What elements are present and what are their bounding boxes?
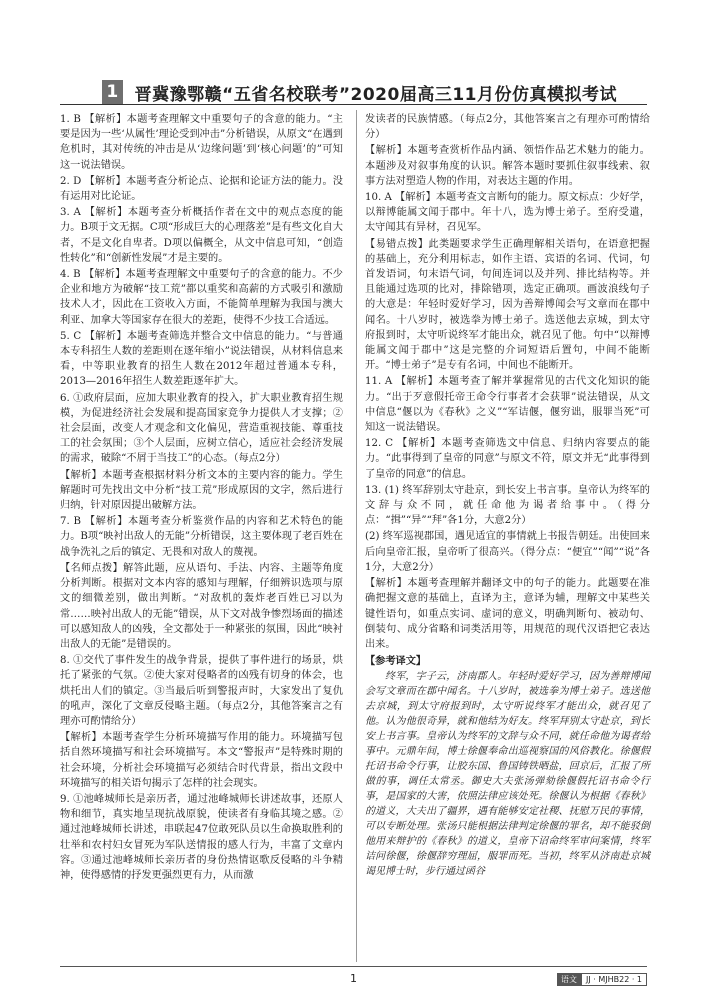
exam-code: JJ · MJHB22 · 1 bbox=[581, 973, 647, 986]
document-header bbox=[102, 78, 617, 106]
page-number: 1 bbox=[350, 972, 357, 985]
footer-rule bbox=[60, 966, 647, 967]
left-column bbox=[60, 112, 343, 884]
answer-paragraph: 【解析】本题考查根据材料分析文本的主要内容的能力。学生解题时可先找出文中分析“技工荒”形成原因的文字，然后进行归纳，针对原因提出破解方法。 bbox=[60, 469, 343, 512]
header-rule bbox=[60, 104, 647, 105]
answer-paragraph: 【解析】本题考查赏析作品内涵、领悟作品艺术魅力的能力。本题涉及对叙事角度的认识。解答本题时要抓住叙事线索、叙事方法对塑造人物的作用，对表达主题的作用。 bbox=[365, 145, 650, 187]
answer-paragraph: 10. A 【解析】本题考查文言断句的能力。原文标点：少好学，以辩博能属文闻于郡中。年十八，选为博士弟子。至府受遣，太守闻其有异材，召见军。 bbox=[365, 192, 650, 234]
page-title: 晋冀豫鄂赣“五省名校联考”2020届高三11月份仿真模拟考试 bbox=[134, 84, 617, 105]
answer-paragraph: 【解析】本题考查理解并翻译文中的句子的能力。此题要在准确把握文意的基础上，直译为主，意译为辅，理解文中某些关键性语句，如重点实词、虚词的意义，明确判断句、被动句、倒装句、成分省略和词类活用等，用规范的现代汉语把它表达出来。 bbox=[365, 578, 650, 650]
answer-paragraph: 13. (1) 终军辞别太守赴京，到长安上书言事。皇帝认为终军的文辞与众不同，就任命他为谒者给事中。（得分点：“揖”“异”“拜”各1分，大意2分） bbox=[365, 484, 650, 527]
reference-translation-heading: 【参考译文】 bbox=[365, 656, 427, 668]
reference-translation-text: 终军，字子云，济南郡人。年轻时爱好学习，因为善辩博闻会写文章而在郡中闻名。十八岁时，被选拳为博士弟子。选送他去京城，到太守府报到时，太守听说终军才能出众，就召见了他。认为他很奇异，就和他结为好友。终军拜别太守赴京，到长安上书言事。皇帝认为终军的文辞与众不同，就任命他为谒者给事中。元鼎年间，博士徐偃奉命出巡视察国的风俗教化。徐偃假托诏书命令行事，让胶东国、鲁国铸铁晒盐，回京后，汇报了所做的事，调任太常丞。御史大夫张汤弹劾徐偃假托诏书命令行事，是国家的大害，依照法律应该处死。徐偃认为根据《春秋》的道义，大夫出了疆界，遇有能够安定社稷、抚慰万民的事情，可以专断处理。张汤只能根据法律判定徐偃的罪名，却不能驳倒他用来辩护的《春秋》的道义，皇帝下诏命终军审问案情，终军诘问徐偃，徐偃辞穷理屈，服罪而死。当初，终军从济南赴京城谒见博士时，步行通过函谷 bbox=[365, 671, 650, 878]
answer-paragraph: 发读者的民族情感。（每点2分，其他答案言之有理亦可酌情给分） bbox=[365, 114, 650, 141]
answer-paragraph: 【名师点拨】解答此题，应从语句、手法、内容、主题等角度分析判断。根据对文本内容的感知与理解，仔细辨识选项与原文的细微差别，做出判断。“对敌机的轰炸老百姓已习以为常……映衬出敌人的无能”错误，从下文对战争惨烈场面的描述可以感知敌人的凶残，全文都处于一种紧张的氛围，因此“映衬出敌人的无能”是错误的。 bbox=[60, 562, 343, 650]
answer-paragraph: 7. B 【解析】本题考查分析鉴赏作品的内容和艺术特色的能力。B项“映衬出敌人的无能”分析错误，这主要体现了老百姓在战争洗礼之后的镇定、无畏和对敌人的蔑视。 bbox=[60, 516, 343, 558]
answer-paragraph: 8. ①交代了事件发生的战争背景，提供了事件进行的场景，烘托了紧张的气氛。②使大家对侵略者的凶残有切身的体会，也烘托出人们的镇定。③当最后听到警报声时，大家发出了复仇的吼声，深化了文章反侵略主题。（每点2分，其他答案言之有理亦可酌情给分） bbox=[60, 655, 343, 727]
answer-paragraph: 1. B 【解析】本题考查理解文中重要句子的含意的能力。“主要是因为一些‘从属性’理论受到冲击”分析错误，从原文“在遇到危机时，其对传统的冲击是从‘边缘问题’到‘核心问题’的”可知这一说法错误。 bbox=[60, 114, 343, 171]
answer-paragraph: 12. C 【解析】本题考查筛选文中信息、归纳内容要点的能力。“此事得到了皇帝的同意”与原文不符，原文并无“此事得到了皇帝的同意”的信息。 bbox=[365, 438, 650, 480]
column-divider bbox=[356, 110, 357, 962]
subject-code-tag bbox=[557, 973, 647, 986]
answer-paragraph: 3. A 【解析】本题考查分析概括作者在文中的观点态度的能力。B项于文无据。C项“形成巨大的心理落差”是有些文化自大者，不是文化自卑者。D项以偏概全，从文中信息可知，“创造性转化”和“创新性发展”才是主要的。 bbox=[60, 207, 343, 264]
answer-paragraph: (2) 终军巡视郡国，遇见适宜的事情就上书报告朝廷。出使回来后向皇帝汇报，皇帝听了很高兴。（得分点：“便宜”“闻”“说”各1分，大意2分） bbox=[365, 531, 650, 573]
answer-paragraph: 6. ①政府层面，应加大职业教育的投入，扩大职业教育招生规模，为促进经济社会发展和提高国家竞争力提供人才支撑；②社会层面，改变人才观念和文化偏见，营造重视技能、尊重技工的社会氛围；③个人层面，应树立信心，适应社会经济发展的需求，破除“不屑于当技工”的心态。（每点2分） bbox=[60, 392, 343, 465]
answer-paragraph: 9. ①池峰城师长是亲历者，通过池峰城师长讲述故事，还原人物和细节，真实地呈现抗战原貌，使读者有身临其境之感。②通过池峰城师长讲述，串联起47位敢死队员以生命换取胜利的壮举和农村妇女冒死为军队送情报的感人行为，丰富了文章内容。③通过池峰城师长亲历者的身份热情讴歌反侵略的斗争精神，使得感情的抒发更强烈更有力，从而激 bbox=[60, 793, 343, 881]
right-column bbox=[365, 112, 650, 880]
answer-paragraph: 5. C 【解析】本题考查筛选并整合文中信息的能力。“与普通本专科招生人数的差距则在逐年缩小”说法错误，从材料信息来看，中等职业教育的招生人数在2012年超过普通本专科，2013—2016年招生人数差距逐年扩大。 bbox=[60, 330, 343, 388]
answer-paragraph: 2. D 【解析】本题考查分析论点、论据和论证方法的能力。没有运用对比论证。 bbox=[60, 175, 343, 203]
answer-paragraph: 【解析】本题考查学生分析环境描写作用的能力。环境描写包括自然环境描写和社会环境描写。本文“警报声”是特殊时期的社会环境，分析社会环境描写必须结合时代背景，指出文段中环境描写的相关语句揭示了怎样的社会现实。 bbox=[60, 732, 343, 789]
answer-paragraph: 11. A 【解析】本题考查了解并掌握常见的古代文化知识的能力。“出于歹意假托帝王命令行事者才会获罪”说法错误，从文中信息“偃以为《春秋》之义”“军诘偃，偃穷诎，服罪当死”可知这一说法错误。 bbox=[365, 376, 650, 434]
answer-paragraph: 4. B 【解析】本题考查理解文中重要句子的含意的能力。不少企业和地方为破解“技工荒”都以重奖和高薪的方式吸引和激励技术人才，因此在工资收入方面，不能简单理解为我国与澳大利亚、加拿大等国家存在很大的差距，使得不少技工合适远。 bbox=[60, 269, 343, 326]
answer-paragraph: 【易错点拨】此类题要求学生正确理解相关语句，在语意把握的基础上，充分利用标志，如作主语、宾语的名词、代词，句首发语词，句末语气词，句间连词以及并列、排比结构等。并且能通过选项的比对，排除错项，选定正确项。画波浪线句子的大意是：年轻时爱好学习，因为善辩博闻会写文章而在郡中闻名。十八岁时，被选拳为博士弟子。选送他去京城，到太守府报到时，太守听说终军才能出众，就召见了他。句中“以辩博能属文闻于郡中”这是完整的介词短语后置句，中间不能断开。“博士弟子”是专有名词，中间也不能断开。 bbox=[365, 238, 650, 372]
section-number-badge: 1 bbox=[102, 80, 123, 104]
subject-label: 语文 bbox=[557, 973, 581, 986]
